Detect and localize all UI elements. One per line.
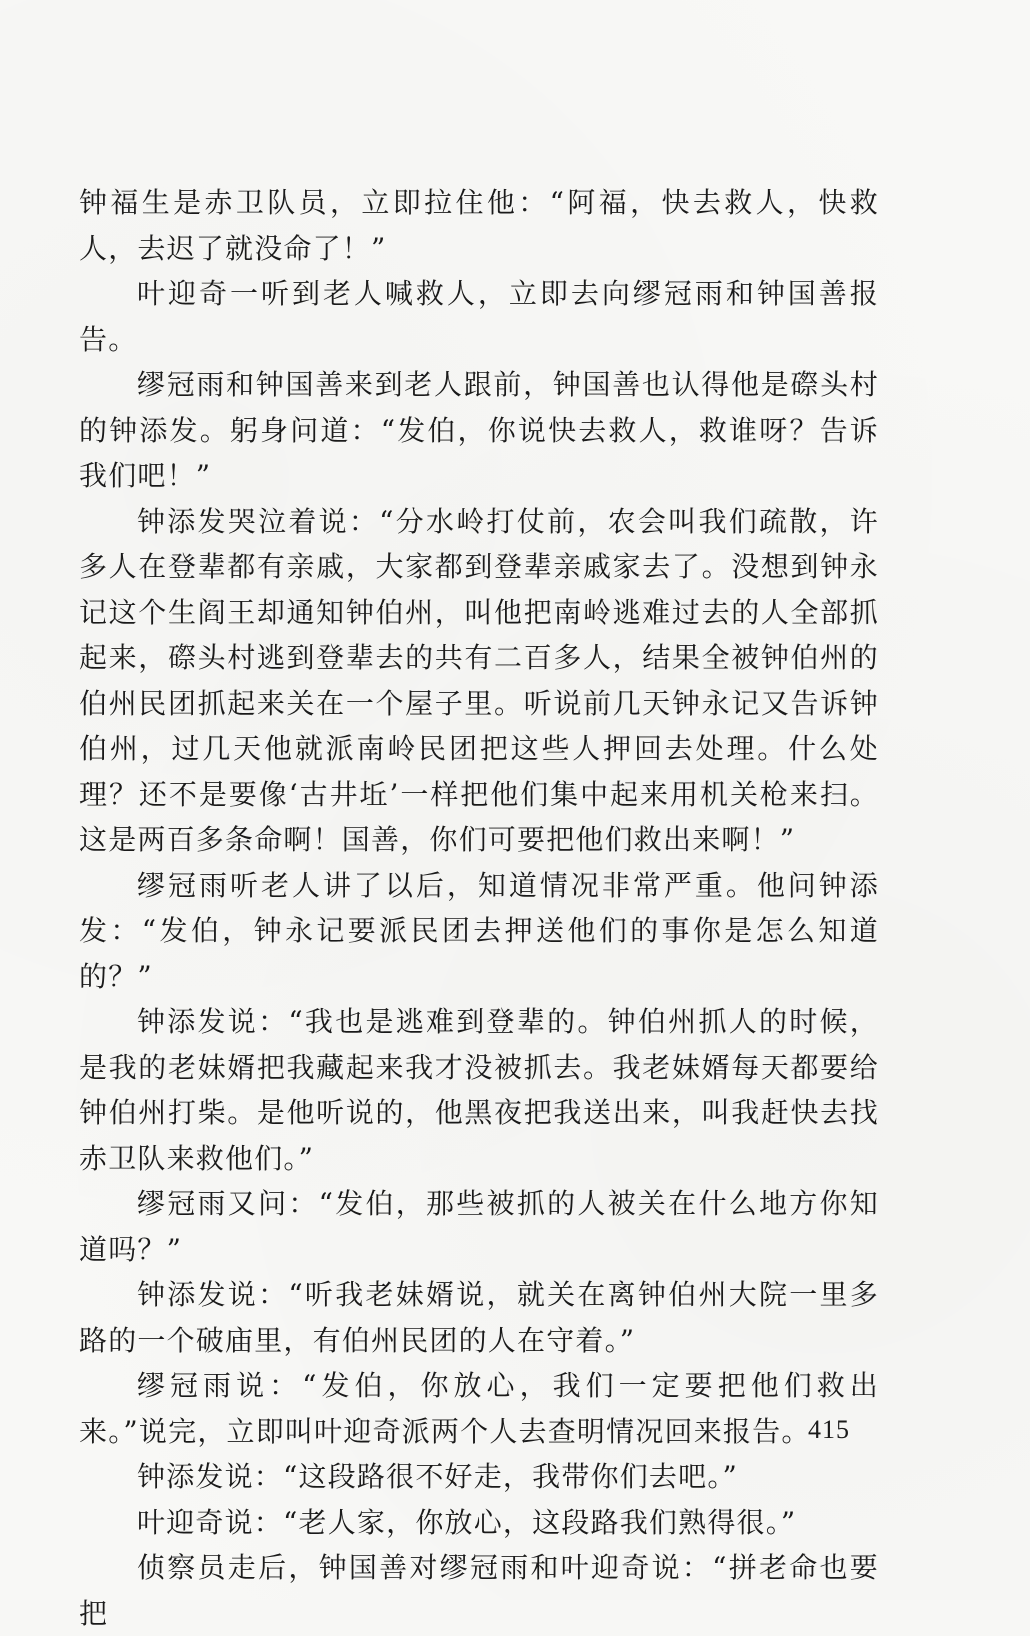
paragraph: 缪冠雨说：“发伯，你放心，我们一定要把他们救出来。”说完，立即叫叶迎奇派两个人去查明情况回来报告。	[79, 1369, 879, 1448]
paragraph: 钟添发哭泣着说：“分水岭打仗前，农会叫我们疏散，许多人在登辈都有亲戚，大家都到登辈亲戚家去了。没想到钟永记这个生阎王却通知钟伯州，叫他把南岭逃难过去的人全部抓起来，磜头村逃到登辈去的共有二百多人，结果全被钟伯州的伯州民团抓起来关在一个屋子里。听说前几天钟永记又告诉钟伯州，过几天他就派南岭民团把这些人押回去处理。什么处理？还不是要像‘古井坵’一样把他们集中起来用机关枪来扫。这是两百多条命啊！国善，你们可要把他们救出来啊！”	[79, 504, 879, 856]
paragraph: 侦察员走后，钟国善对缪冠雨和叶迎奇说：“拼老命也要把	[79, 1551, 879, 1630]
paragraph: 叶迎奇说：“老人家，你放心，这段路我们熟得很。”	[137, 1505, 797, 1539]
paragraph: 钟添发说：“听我老妹婿说，就关在离钟伯州大院一里多路的一个破庙里，有伯州民团的人在守着。”	[79, 1278, 879, 1357]
paragraph: 叶迎奇一听到老人喊救人，立即去向缪冠雨和钟国善报告。	[79, 277, 879, 356]
paragraph: 钟福生是赤卫队员，立即拉住他：“阿福，快去救人，快救人，去迟了就没命了！”	[79, 186, 879, 265]
paragraph: 缪冠雨又问：“发伯，那些被抓的人被关在什么地方你知道吗？”	[79, 1187, 879, 1266]
paragraph: 钟添发说：“这段路很不好走，我带你们去吧。”	[137, 1460, 739, 1493]
paragraph: 缪冠雨和钟国善来到老人跟前，钟国善也认得他是磜头村的钟添发。躬身问道：“发伯，你说快去救人，救谁呀？告诉我们吧！”	[79, 368, 879, 492]
body-text	[79, 180, 879, 1636]
paragraph: 缪冠雨听老人讲了以后，知道情况非常严重。他问钟添发：“发伯，钟永记要派民团去押送他们的事你是怎么知道的？”	[79, 868, 879, 993]
paragraph: 钟添发说：“我也是逃难到登辈的。钟伯州抓人的时候，是我的老妹婿把我藏起来我才没被抓去。我老妹婿每天都要给钟伯州打柴。是他听说的，他黑夜把我送出来，叫我赶快去找赤卫队来救他们。”	[79, 1005, 879, 1175]
page-number: 415	[808, 1415, 850, 1444]
